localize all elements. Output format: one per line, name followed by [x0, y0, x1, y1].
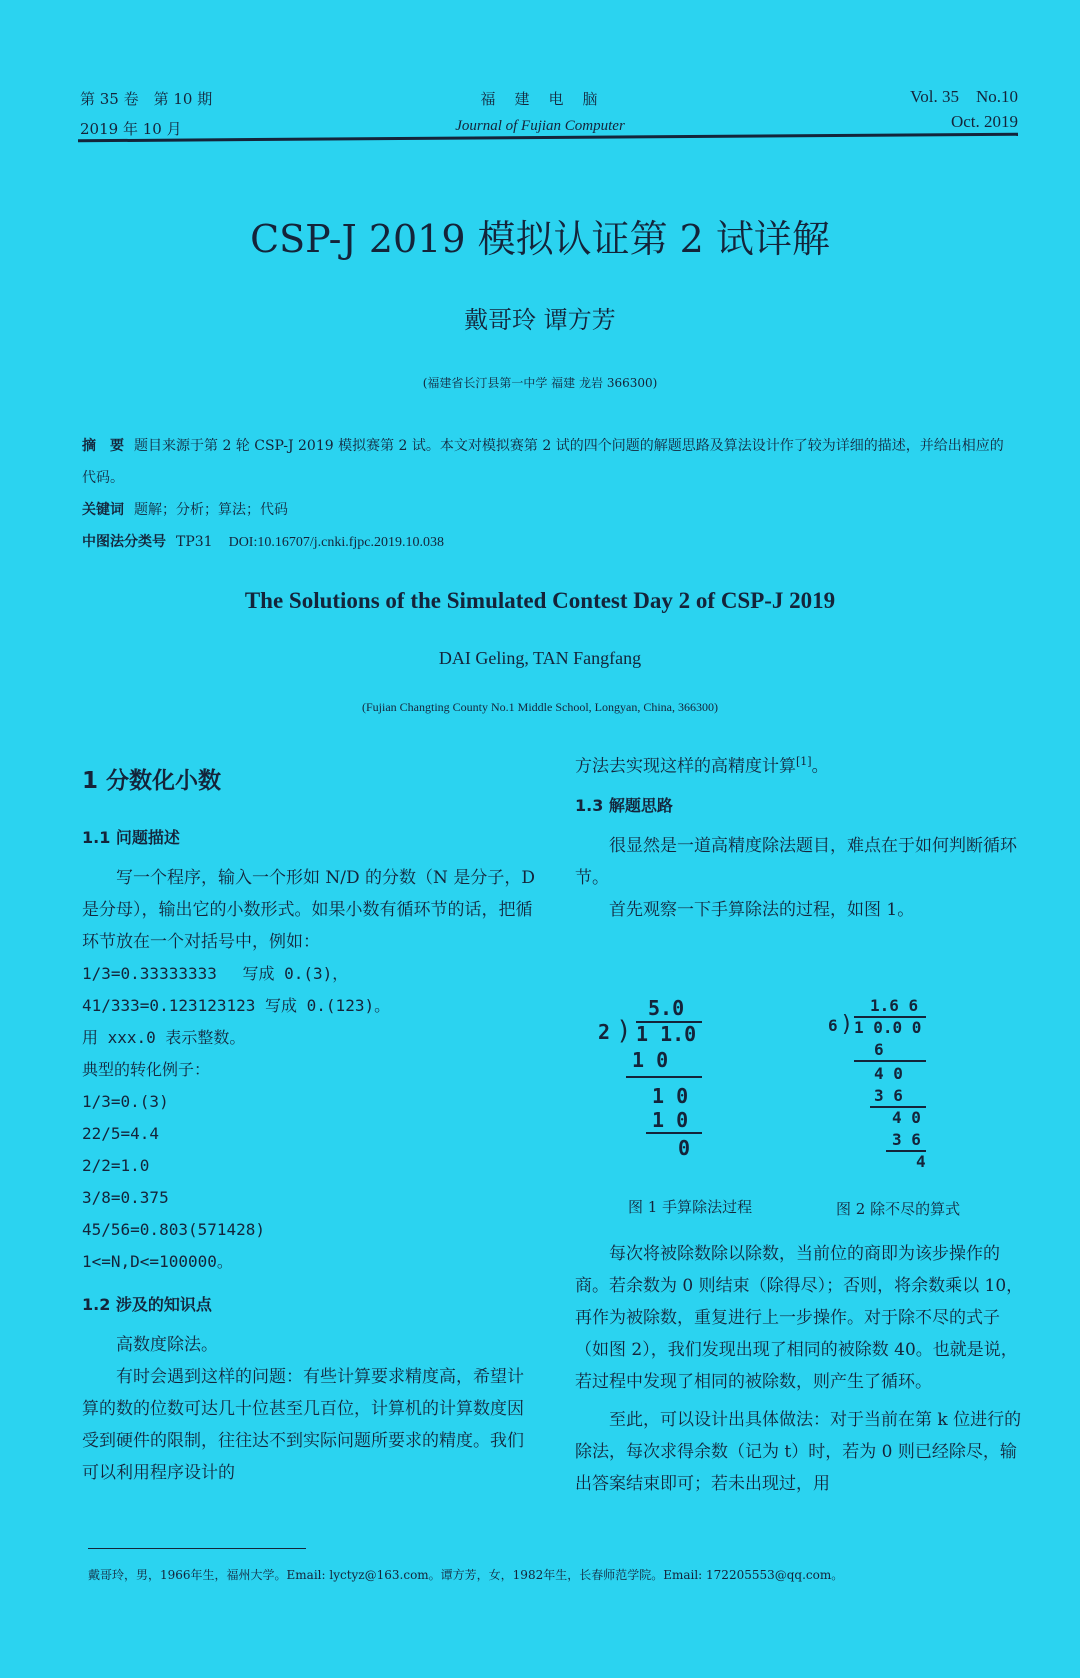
continued-text: 方法去实现这样的高精度计算	[575, 756, 796, 777]
fig1-step: 1 0	[652, 1084, 689, 1108]
code-line: 41/333=0.123123123 写成 0.(123)。	[82, 996, 391, 1015]
continued-end: 。	[811, 756, 829, 777]
fig2-step: 6	[874, 1040, 884, 1059]
fig1-quotient: 5.0	[648, 996, 685, 1020]
fig2-divisor: 6	[828, 1016, 838, 1035]
problem-description: 写一个程序，输入一个形如 N/D 的分数（N 是分子，D 是分母），输出它的小数形式。如果小数有循环节的话，把循环节放在一个对括号中，例如：	[82, 868, 535, 952]
english-authors: DAI Geling, TAN Fangfang	[438, 648, 642, 668]
fig2-step: 4 0	[874, 1064, 903, 1083]
fig2-step: 3 6	[892, 1130, 921, 1149]
code-line: 典型的转化例子：	[82, 1060, 211, 1079]
classification-label: 中图法分类号	[82, 534, 166, 550]
footnote-rule	[88, 1548, 306, 1549]
paper-authors: 戴哥玲 谭方芳	[464, 306, 616, 334]
section-1-1-heading: 1.1 问题描述	[82, 828, 180, 847]
approach-paragraph-3: 每次将被除数除以除数，当前位的商即为该步操作的商。若余数为 0 则结束（除得尽）；否则，将余数乘以 10，再作为被除数，重复进行上一步操作。对于除不尽的式子（如图 2），我们发现出现了相同的被除数 40。也就是说，若过程中发现了相同的被除数，则产生了循环。	[575, 1244, 1024, 1392]
fig1-rule	[626, 1076, 702, 1078]
journal-name-en: Journal of Fujian Computer	[455, 118, 625, 134]
fig2-bracket: )	[840, 1012, 854, 1037]
code-line: 22/5=4.4	[82, 1124, 160, 1143]
journal-volume: 第 35 卷 第 10 期	[80, 90, 213, 108]
approach-paragraph-1: 很显然是一道高精度除法题目，难点在于如何判断循环节。	[575, 835, 1017, 888]
citation-ref[interactable]: [1]	[796, 755, 812, 768]
code-line: 用 xxx.0 表示整数。	[82, 1028, 246, 1047]
journal-volume-en: Vol. 35 No.10	[910, 87, 1018, 106]
keywords-text: 题解；分析；算法；代码	[134, 502, 288, 518]
paper-affiliation: (福建省长汀县第一中学 福建 龙岩 366300)	[422, 376, 658, 390]
left-column	[82, 762, 537, 1489]
knowledge-point: 高数度除法。	[116, 1335, 218, 1355]
figure-2-long-division	[820, 990, 950, 1170]
right-column-continued	[575, 1238, 1030, 1500]
classification-code: TP31	[176, 534, 213, 550]
code-line: 2/2=1.0	[82, 1156, 150, 1175]
journal-name-cn: 福 建 电 脑	[480, 90, 600, 108]
code-line: 45/56=0.803(571428)	[82, 1220, 266, 1239]
section-1-heading: 1 分数化小数	[82, 768, 222, 794]
approach-paragraph-2: 首先观察一下手算除法的过程，如图 1。	[609, 899, 915, 920]
section-1-3-heading: 1.3 解题思路	[575, 795, 673, 815]
keywords	[82, 494, 1017, 526]
fig2-rule	[854, 1060, 926, 1062]
code-line: 3/8=0.375	[82, 1188, 169, 1207]
code-line: 1<=N,D<=100000。	[82, 1252, 233, 1271]
fig1-dividend: 1 1.0	[636, 1022, 697, 1046]
code-line: 1/3=0.(3)	[82, 1092, 169, 1111]
fig1-bracket: )	[616, 1016, 632, 1046]
abstract	[82, 430, 1017, 494]
precision-paragraph: 有时会遇到这样的问题：有些计算要求精度高，希望计算的数的位数可达几十位甚至几百位，计算机的计算数度因受到硬件的限制，往往达不到实际问题所要求的精度。我们可以利用程序设计的	[82, 1367, 524, 1483]
figure-1-caption: 图 1 手算除法过程	[628, 1198, 753, 1216]
doi-link[interactable]: DOI:10.16707/j.cnki.fjpc.2019.10.038	[228, 535, 444, 550]
author-footnote: 戴哥玲，男，1966年生，福州大学。Email: lyctyz@163.com。谭方芳，女，1982年生，长春师范学院。Email: 172205553@qq.com。	[88, 1568, 844, 1582]
code-line: 1/3=0.33333333 写成 0.(3)，	[82, 964, 349, 983]
fig1-step: 1 0	[652, 1108, 689, 1132]
continued-paragraph	[575, 746, 1030, 783]
section-1-2-heading: 1.2 涉及的知识点	[82, 1295, 212, 1314]
abstract-text: 题目来源于第 2 轮 CSP-J 2019 模拟赛第 2 试。本文对模拟赛第 2 试的四个问题的解题思路及算法设计作了较为详细的描述，并给出相应的代码。	[82, 438, 1004, 486]
fig2-dividend: 1 0.0 0	[854, 1018, 922, 1037]
fig2-remainder: 4	[916, 1152, 926, 1171]
fig1-remainder: 0	[678, 1136, 691, 1160]
right-column	[575, 746, 1030, 926]
paper-title: CSP-J 2019 模拟认证第 2 试详解	[250, 217, 830, 261]
fig1-rule	[646, 1132, 702, 1134]
journal-date-en: Oct. 2019	[950, 112, 1018, 131]
fig1-step: 1 0	[632, 1048, 669, 1072]
figure-1-long-division	[590, 990, 720, 1160]
fig2-quotient: 1.6 6	[870, 996, 919, 1015]
journal-date-cn: 2019 年 10 月	[80, 120, 182, 138]
figure-2-caption: 图 2 除不尽的算式	[836, 1200, 961, 1218]
english-title: The Solutions of the Simulated Contest Day 2 of CSP-J 2019	[244, 588, 836, 613]
fig2-step: 3 6	[874, 1086, 903, 1105]
abstract-label: 摘 要	[82, 438, 124, 454]
keywords-label: 关键词	[82, 502, 124, 518]
fig2-step: 4 0	[892, 1108, 921, 1127]
approach-paragraph-4: 至此，可以设计出具体做法：对于当前在第 k 位进行的除法，每次求得余数（记为 t）时，若为 0 则已经除尽，输出答案结束即可；若未出现过，用	[575, 1410, 1022, 1494]
english-affiliation: (Fujian Changting County No.1 Middle School, Longyan, China, 366300)	[362, 700, 718, 714]
fig1-divisor: 2	[598, 1020, 611, 1044]
classification	[82, 526, 1017, 559]
